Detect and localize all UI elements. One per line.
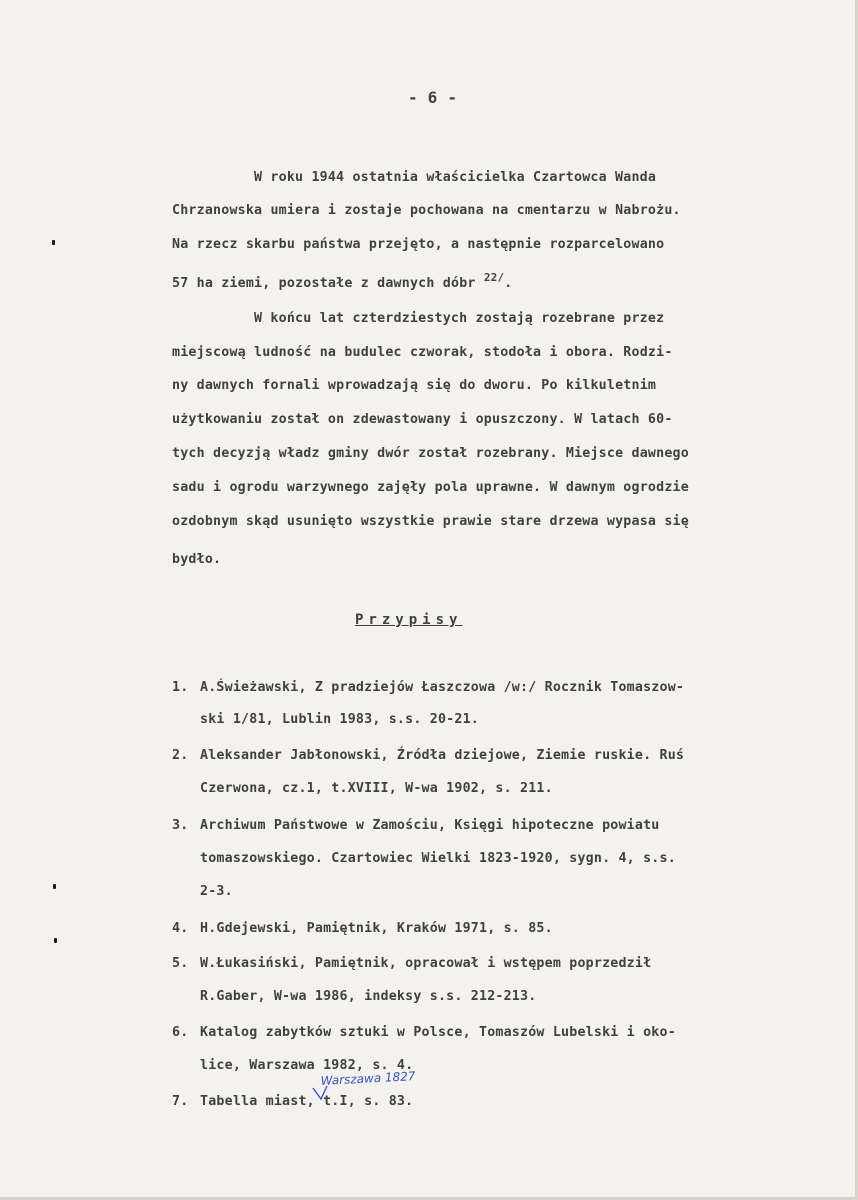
footnote-line: R.Gaber, W-wa 1986, indeksy s.s. 212-213.: [200, 989, 537, 1004]
footnote-line: H.Gdejewski, Pamiętnik, Kraków 1971, s. 85.: [200, 921, 553, 936]
footnote-number: 2.: [172, 748, 189, 763]
paragraph-1-last-line: [172, 271, 513, 291]
footnote-line: W.Łukasiński, Pamiętnik, opracował i wstępem poprzedził: [200, 956, 652, 971]
footnote-line: Katalog zabytków sztuki w Polsce, Tomaszów Lubelski i oko-: [200, 1025, 676, 1040]
footnote-reference: 22/: [483, 271, 505, 284]
margin-mark: [54, 938, 57, 943]
paragraph-2-line: ny dawnych fornali wprowadzają się do dworu. Po kilkuletnim: [172, 378, 657, 393]
paragraph-2-line: miejscową ludność na budulec czworak, stodoła i obora. Rodzi-: [172, 345, 673, 360]
footnote-number: 7.: [172, 1094, 189, 1109]
footnote-number: 5.: [172, 956, 189, 971]
footnotes-heading: Przypisy: [355, 612, 463, 628]
margin-mark: [53, 884, 56, 889]
paragraph-1-line: W roku 1944 ostatnia właścicielka Czartowca Wanda: [254, 170, 657, 185]
footnote-line: Archiwum Państwowe w Zamościu, Księgi hipoteczne powiatu: [200, 818, 660, 833]
footnote-line: 2-3.: [200, 884, 233, 899]
paragraph-2-line: tych decyzją władz gminy dwór został rozebrany. Miejsce dawnego: [172, 446, 689, 461]
footnote-number: 3.: [172, 818, 189, 833]
insertion-caret-icon: [311, 1084, 339, 1102]
paragraph-2-line: ozdobnym skąd usunięto wszystkie prawie stare drzewa wypasa się: [172, 514, 689, 529]
footnote-number: 4.: [172, 921, 189, 936]
footnote-number: 1.: [172, 680, 189, 695]
footnote-line: Tabella miast, t.I, s. 83.: [200, 1094, 414, 1109]
paragraph-2-line: użytkowaniu został on zdewastowany i opuszczony. W latach 60-: [172, 412, 673, 427]
paragraph-1-line: 57 ha ziemi, pozostałe z dawnych dóbr: [172, 276, 476, 291]
footnote-line: Aleksander Jabłonowski, Źródła dziejowe, Ziemie ruskie. Ruś: [200, 748, 685, 763]
paragraph-2-line: bydło.: [172, 552, 222, 567]
margin-mark: [52, 240, 55, 245]
paragraph-2-line: sadu i ogrodu warzywnego zajęły pola uprawne. W dawnym ogrodzie: [172, 480, 689, 495]
footnote-line: lice, Warszawa 1982, s. 4.: [200, 1058, 414, 1073]
footnote-line: Czerwona, cz.1, t.XVIII, W-wa 1902, s. 211.: [200, 781, 553, 796]
handwritten-annotation: Warszawa 1827: [320, 1069, 416, 1088]
paragraph-2-line: W końcu lat czterdziestych zostają rozebrane przez: [254, 311, 665, 326]
footnote-line: A.Świeżawski, Z pradziejów Łaszczowa /w:/ Rocznik Tomaszow-: [200, 680, 685, 695]
sentence-period: .: [504, 276, 513, 291]
paragraph-1-line: Na rzecz skarbu państwa przejęto, a następnie rozparcelowano: [172, 237, 665, 252]
footnote-number: 6.: [172, 1025, 189, 1040]
footnote-line: tomaszowskiego. Czartowiec Wielki 1823-1920, sygn. 4, s.s.: [200, 851, 676, 866]
page-number: - 6 -: [408, 88, 458, 107]
paragraph-1-line: Chrzanowska umiera i zostaje pochowana na cmentarzu w Nabrożu.: [172, 203, 681, 218]
footnote-line: ski 1/81, Lublin 1983, s.s. 20-21.: [200, 712, 479, 727]
